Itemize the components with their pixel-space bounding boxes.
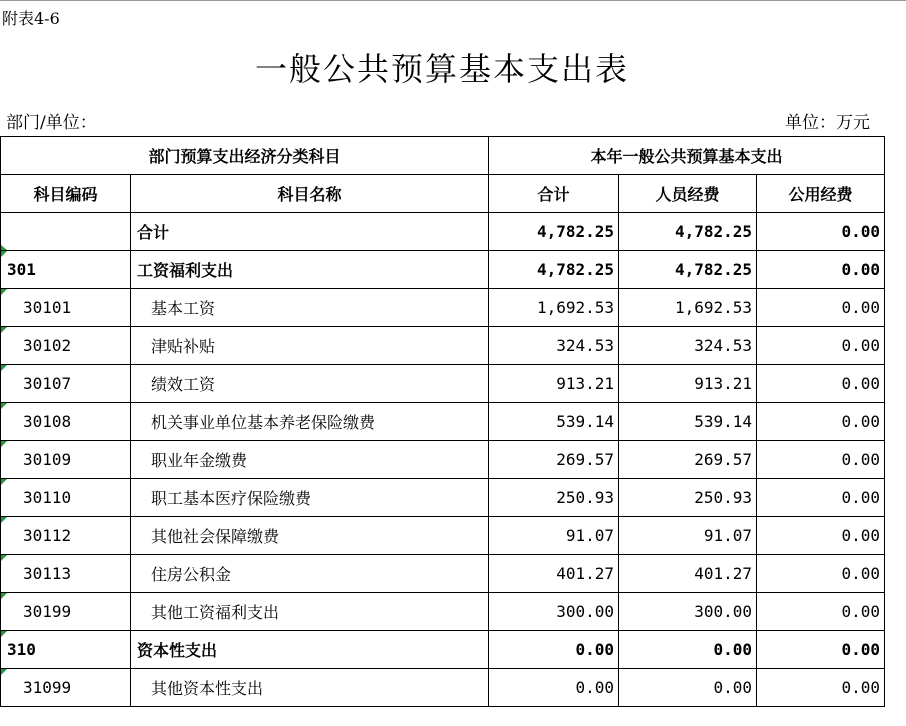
personnel-cell [619,555,757,593]
table-row [1,631,885,669]
public-cell-text: 0.00 [841,298,881,317]
public-cell-text: 0.00 [841,488,881,507]
table-row [1,403,885,441]
cell-marker-icon [1,593,7,599]
total-cell-text: 401.27 [556,564,615,583]
code-cell-text: 301 [7,260,36,279]
annex-label: 附表4-6 [2,9,60,28]
code-cell-text: 310 [7,640,36,659]
personnel-cell [619,593,757,631]
total-cell-text: 913.21 [556,374,615,393]
total-cell [489,479,619,517]
cell-marker-icon [1,631,7,637]
top-rule [0,0,906,1]
personnel-cell-text: 4,782.25 [674,260,753,279]
personnel-cell-text: 0.00 [713,640,753,659]
total-cell [489,555,619,593]
name-cell-text: 职业年金缴费 [151,451,248,470]
personnel-cell [619,669,757,707]
table-row [1,251,885,289]
name-cell-text: 住房公积金 [151,565,232,584]
header-public: 公用经费 [757,175,885,213]
table-row [1,555,885,593]
cell-marker-icon [1,289,7,295]
personnel-cell [619,251,757,289]
budget-table [0,136,885,707]
public-cell [757,289,885,327]
name-cell-text: 合计 [137,223,170,242]
personnel-cell-text: 401.27 [694,564,753,583]
personnel-cell [619,289,757,327]
name-cell [131,479,489,517]
name-cell-text: 其他社会保障缴费 [151,527,280,546]
public-cell-text: 0.00 [841,640,881,659]
code-cell [1,555,131,593]
page-title: 一般公共预算基本支出表 [254,50,629,88]
total-cell [489,289,619,327]
public-cell-text: 0.00 [841,412,881,431]
name-cell [131,213,489,251]
code-cell [1,365,131,403]
code-cell-text: 31099 [23,678,72,697]
code-cell [1,441,131,479]
total-cell-text: 269.57 [556,450,615,469]
cell-marker-icon [1,441,7,447]
code-cell-text: 30110 [23,488,72,507]
cell-marker-icon [1,479,7,485]
total-cell [489,327,619,365]
personnel-cell [619,403,757,441]
name-cell [131,441,489,479]
code-cell-text: 30109 [23,450,72,469]
code-cell [1,669,131,707]
personnel-cell-text: 91.07 [703,526,753,545]
name-cell [131,631,489,669]
table-body [1,213,885,707]
personnel-cell [619,327,757,365]
name-cell-text: 基本工资 [151,299,216,318]
public-cell [757,327,885,365]
table-row [1,593,885,631]
name-cell-text: 津贴补贴 [151,337,216,356]
personnel-cell-text: 300.00 [694,602,753,621]
name-cell-text: 其他工资福利支出 [151,603,280,622]
total-cell-text: 250.93 [556,488,615,507]
personnel-cell [619,631,757,669]
total-cell [489,593,619,631]
header-total: 合计 [489,175,619,213]
cell-marker-icon [1,251,7,257]
code-cell-text: 30113 [23,564,72,583]
public-cell [757,365,885,403]
total-cell [489,631,619,669]
personnel-cell-text: 324.53 [694,336,753,355]
code-cell-text: 30101 [23,298,72,317]
personnel-cell-text: 4,782.25 [674,222,753,241]
total-cell [489,669,619,707]
public-cell-text: 0.00 [841,374,881,393]
table-row [1,327,885,365]
public-cell [757,517,885,555]
code-cell [1,517,131,555]
table-row [1,365,885,403]
personnel-cell-text: 539.14 [694,412,753,431]
total-cell [489,517,619,555]
name-cell [131,289,489,327]
cell-marker-icon [1,365,7,371]
cell-marker-icon [1,517,7,523]
code-cell [1,289,131,327]
code-cell-text: 30107 [23,374,72,393]
code-cell [1,479,131,517]
public-cell [757,479,885,517]
total-cell-text: 324.53 [556,336,615,355]
unit-label: 单位：万元 [785,113,870,133]
personnel-cell [619,365,757,403]
public-cell-text: 0.00 [841,260,881,279]
name-cell [131,555,489,593]
personnel-cell-text: 1,692.53 [674,298,753,317]
header-group-classification: 部门预算支出经济分类科目 [1,137,489,175]
personnel-cell [619,479,757,517]
public-cell-text: 0.00 [841,450,881,469]
cell-marker-icon [1,245,7,250]
header-personnel: 人员经费 [619,175,757,213]
cell-marker-icon [1,403,7,409]
table-row [1,669,885,707]
table-row [1,517,885,555]
code-cell [1,403,131,441]
code-cell [1,631,131,669]
cell-marker-icon [1,555,7,561]
header-group-basic-expenditure: 本年一般公共预算基本支出 [489,137,885,175]
name-cell-text: 其他资本性支出 [151,679,264,698]
total-cell-text: 300.00 [556,602,615,621]
cell-marker-icon [1,669,7,675]
total-cell-text: 91.07 [565,526,615,545]
name-cell-text: 资本性支出 [137,641,218,660]
personnel-cell-text: 269.57 [694,450,753,469]
public-cell-text: 0.00 [841,336,881,355]
code-cell-text: 30112 [23,526,72,545]
public-cell-text: 0.00 [841,564,881,583]
public-cell-text: 0.00 [841,526,881,545]
public-cell-text: 0.00 [841,602,881,621]
name-cell [131,327,489,365]
public-cell-text: 0.00 [841,678,881,697]
table-row [1,479,885,517]
total-cell-text: 539.14 [556,412,615,431]
public-cell [757,593,885,631]
total-cell [489,213,619,251]
personnel-cell-text: 0.00 [713,678,753,697]
public-cell [757,441,885,479]
code-cell-text: 30199 [23,602,72,621]
department-label: 部门/单位： [6,113,97,133]
name-cell [131,669,489,707]
name-cell [131,251,489,289]
personnel-cell-text: 250.93 [694,488,753,507]
header-name: 科目名称 [131,175,489,213]
total-cell-text: 0.00 [575,678,615,697]
header-column-row [1,175,885,213]
header-group-row [1,137,885,175]
total-cell-text: 4,782.25 [536,260,615,279]
personnel-cell [619,517,757,555]
public-cell [757,631,885,669]
name-cell [131,593,489,631]
cell-marker-icon [1,327,7,333]
code-cell-text: 30108 [23,412,72,431]
total-cell [489,365,619,403]
total-cell-text: 0.00 [575,640,615,659]
code-cell [1,251,131,289]
name-cell [131,517,489,555]
code-cell [1,593,131,631]
total-cell [489,403,619,441]
name-cell [131,365,489,403]
personnel-cell-text: 913.21 [694,374,753,393]
code-cell [1,213,131,251]
table-row [1,289,885,327]
name-cell-text: 工资福利支出 [137,261,234,280]
header-code: 科目编码 [1,175,131,213]
public-cell [757,251,885,289]
total-cell-text: 1,692.53 [536,298,615,317]
public-cell [757,669,885,707]
table-row [1,441,885,479]
personnel-cell [619,441,757,479]
total-cell [489,251,619,289]
name-cell-text: 职工基本医疗保险缴费 [151,489,312,508]
code-cell-text: 30102 [23,336,72,355]
code-cell [1,327,131,365]
public-cell-text: 0.00 [841,222,881,241]
personnel-cell [619,213,757,251]
name-cell-text: 绩效工资 [151,375,216,394]
table-row [1,213,885,251]
name-cell-text: 机关事业单位基本养老保险缴费 [151,413,376,432]
public-cell [757,555,885,593]
total-cell [489,441,619,479]
public-cell [757,403,885,441]
public-cell [757,213,885,251]
total-cell-text: 4,782.25 [536,222,615,241]
name-cell [131,403,489,441]
